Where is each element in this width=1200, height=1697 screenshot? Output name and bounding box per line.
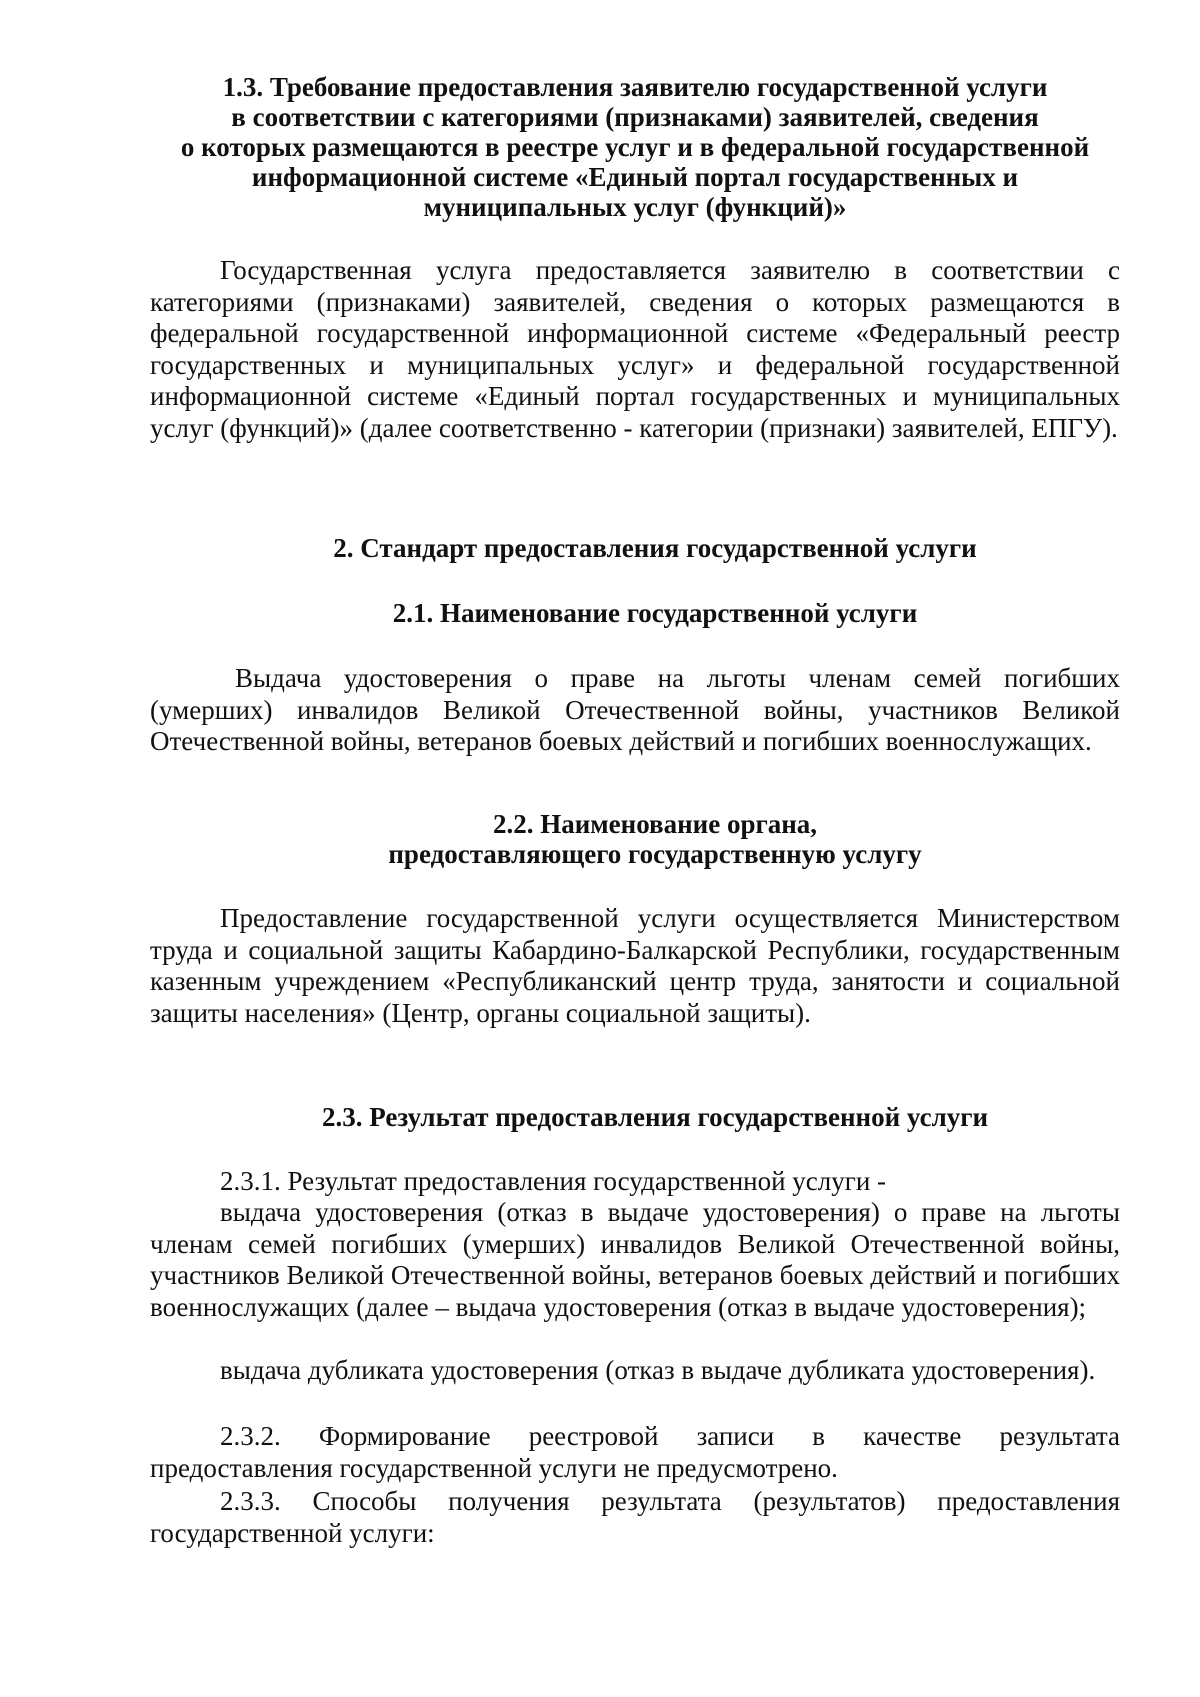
section-2-3-heading: 2.3. Результат предоставления государственной услуги <box>321 1102 989 1132</box>
heading-line: 1.3. Требование предоставления заявителю государственной услуги <box>222 72 1048 102</box>
section-2-2-heading <box>170 809 1140 869</box>
section-1-3-body: Государственная услуга предоставляется заявителю в соответствии с категориями (признаками) заявителей, сведения о которых размещаются в федеральной государственной информационной системе «Федеральный реестр государственных и муниципальных услуг» и федеральной государственной информационной системе «Единый портал государственных и муниципальных услуг (функций)» (далее соответственно - категории (признаки) заявителей, ЕПГУ). <box>150 255 1120 443</box>
item-2-3-1-duplicate: выдача дубликата удостоверения (отказ в выдаче дубликата удостоверения). <box>220 1355 1096 1385</box>
heading-line: муниципальных услуг (функций)» <box>423 192 847 222</box>
section-2-1-body: Выдача удостоверения о праве на льготы членам семей погибших (умерших) инвалидов Великой Отечественной войны, участников Великой Отечественной войны, ветеранов боевых действий и погибших военнослужащих. <box>150 663 1120 756</box>
heading-line: 2.2. Наименование органа, <box>492 809 818 839</box>
section-1-3-heading <box>150 72 1120 222</box>
heading-line: о которых размещаются в реестре услуг и в федеральной государственной <box>180 132 1090 162</box>
section-2-heading: 2. Стандарт предоставления государственной услуги <box>333 533 977 563</box>
heading-line: в соответствии с категориями (признаками) заявителей, сведения <box>231 102 1039 132</box>
item-2-3-1-issue: выдача удостоверения (отказ в выдаче удостоверения) о праве на льготы членам семей погибших (умерших) инвалидов Великой Отечественной войны, участников Великой Отечественной войны, ветеранов боевых действий и погибших военнослужащих (далее – выдача удостоверения (отказ в выдаче удостоверения); <box>150 1197 1120 1322</box>
item-2-3-1-intro: 2.3.1. Результат предоставления государственной услуги - <box>220 1166 887 1196</box>
item-2-3-3: 2.3.3. Способы получения результата (результатов) предоставления государственной услуги: <box>150 1486 1120 1548</box>
section-2-2-body: Предоставление государственной услуги осуществляется Министерством труда и социальной защиты Кабардино-Балкарской Республики, государственным казенным учреждением «Республиканский центр труда, занятости и социальной защиты населения» (Центр, органы социальной защиты). <box>150 903 1120 1028</box>
heading-line: предоставляющего государственную услугу <box>388 839 922 869</box>
section-2-1-heading: 2.1. Наименование государственной услуги <box>392 598 918 628</box>
item-2-3-2: 2.3.2. Формирование реестровой записи в качестве результата предоставления государственной услуги не предусмотрено. <box>150 1421 1120 1483</box>
heading-line: информационной системе «Единый портал государственных и <box>251 162 1019 192</box>
